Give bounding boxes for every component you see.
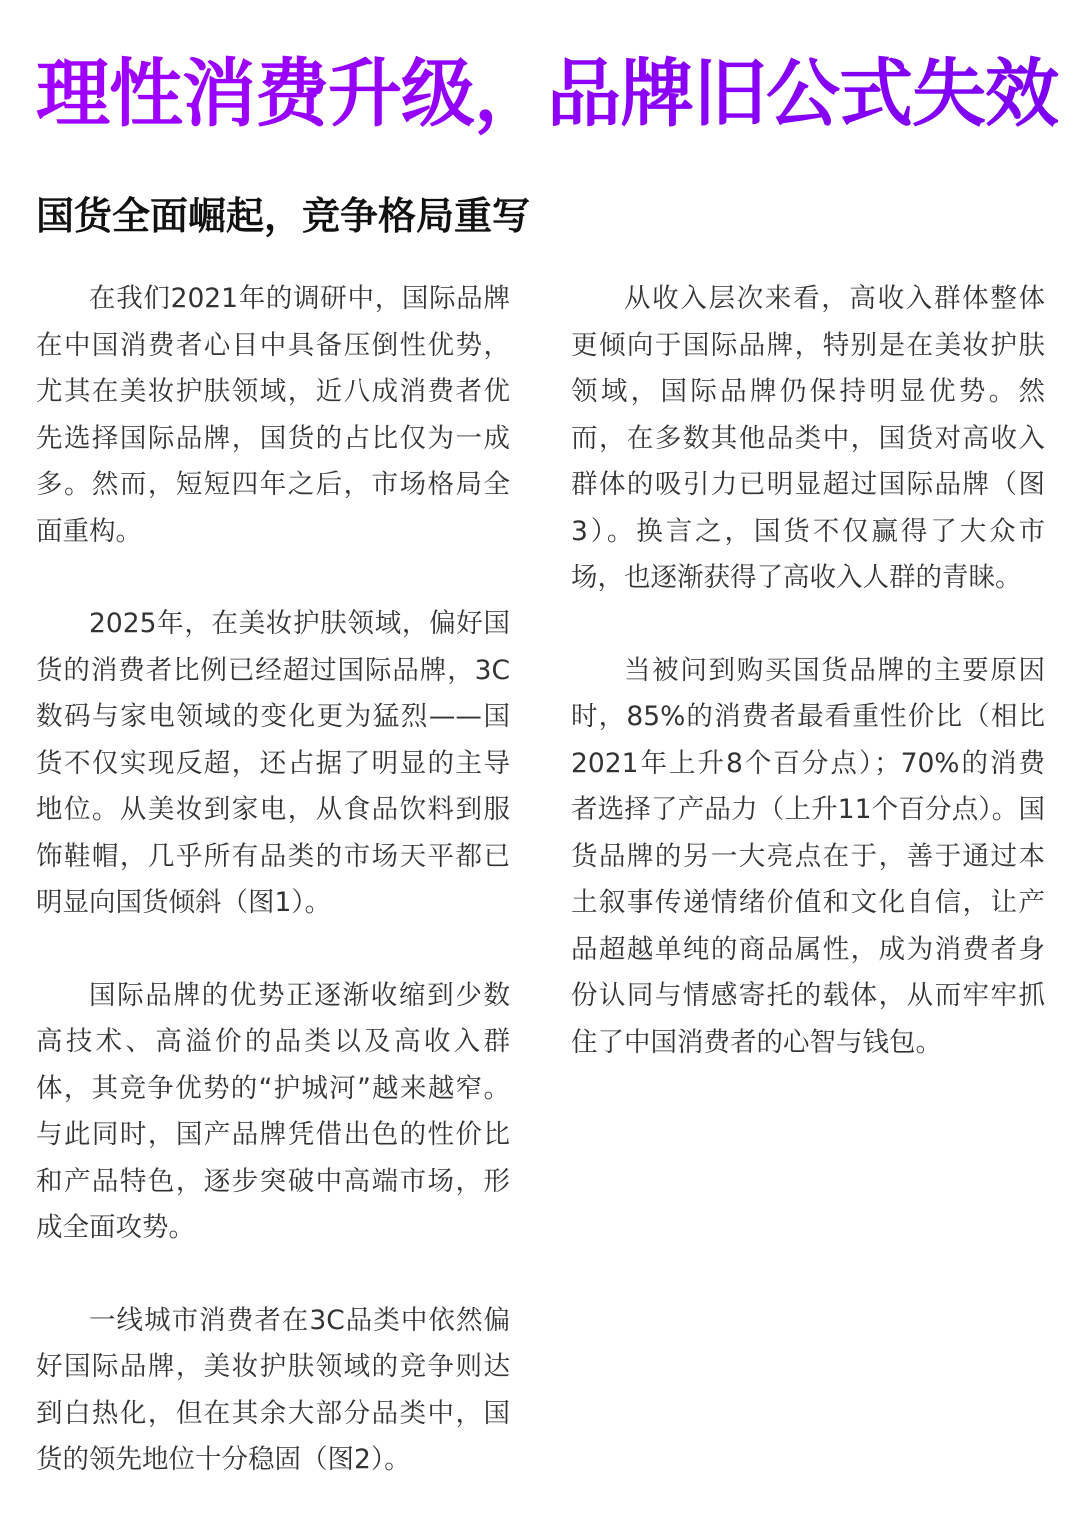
paragraph-right-2: 当被问到购买国货品牌的主要原因时，85%的消费者最看重性价比（相比2021年上升8个百分点）；70%的消费者选择了产品力（上升11个百分点）。国货品牌的另一大亮点在于，善于通过本土叙事传递情绪价值和文化自信，让产品超越单纯的商品属性，成为消费者身份认同与情感寄托的载体，从而牢牢抓住了中国消费者的心智与钱包。 bbox=[571, 654, 1045, 1058]
paragraph-left-3: 国际品牌的优势正逐渐收缩到少数高技术、高溢价的品类以及高收入群体，其竞争优势的“护城河”越来越窄。与此同时，国产品牌凭借出色的性价比和产品特色，逐步突破中高端市场，形成全面攻势。 bbox=[36, 979, 510, 1243]
right-text-column bbox=[571, 276, 1045, 1112]
left-text-column bbox=[36, 276, 510, 1530]
page-title: 理性消费升级，品牌旧公式失效 bbox=[36, 44, 1066, 144]
paragraph-right-1: 从收入层次来看，高收入群体整体更倾向于国际品牌，特别是在美妆护肤领域，国际品牌仍保持明显优势。然而，在多数其他品类中，国货对高收入群体的吸引力已明显超过国际品牌（图3）。换言之，国货不仅赢得了大众市场，也逐渐获得了高收入人群的青睐。 bbox=[571, 283, 1045, 593]
paragraph-left-4: 一线城市消费者在3C品类中依然偏好国际品牌，美妆护肤领域的竞争则达到白热化，但在其余大部分品类中，国货的领先地位十分稳固（图2）。 bbox=[36, 1304, 510, 1475]
paragraph-left-2: 2025年，在美妆护肤领域，偏好国货的消费者比例已经超过国际品牌，3C数码与家电领域的变化更为猛烈——国货不仅实现反超，还占据了明显的主导地位。从美妆到家电，从食品饮料到服饰鞋帽，几乎所有品类的市场天平都已明显向国货倾斜（图1）。 bbox=[36, 608, 510, 918]
paragraph-left-1: 在我们2021年的调研中，国际品牌在中国消费者心目中具备压倒性优势，尤其在美妆护肤领域，近八成消费者优先选择国际品牌，国货的占比仅为一成多。然而，短短四年之后，市场格局全面重构。 bbox=[36, 283, 510, 547]
section-heading: 国货全面崛起，竞争格局重写 bbox=[36, 194, 531, 238]
